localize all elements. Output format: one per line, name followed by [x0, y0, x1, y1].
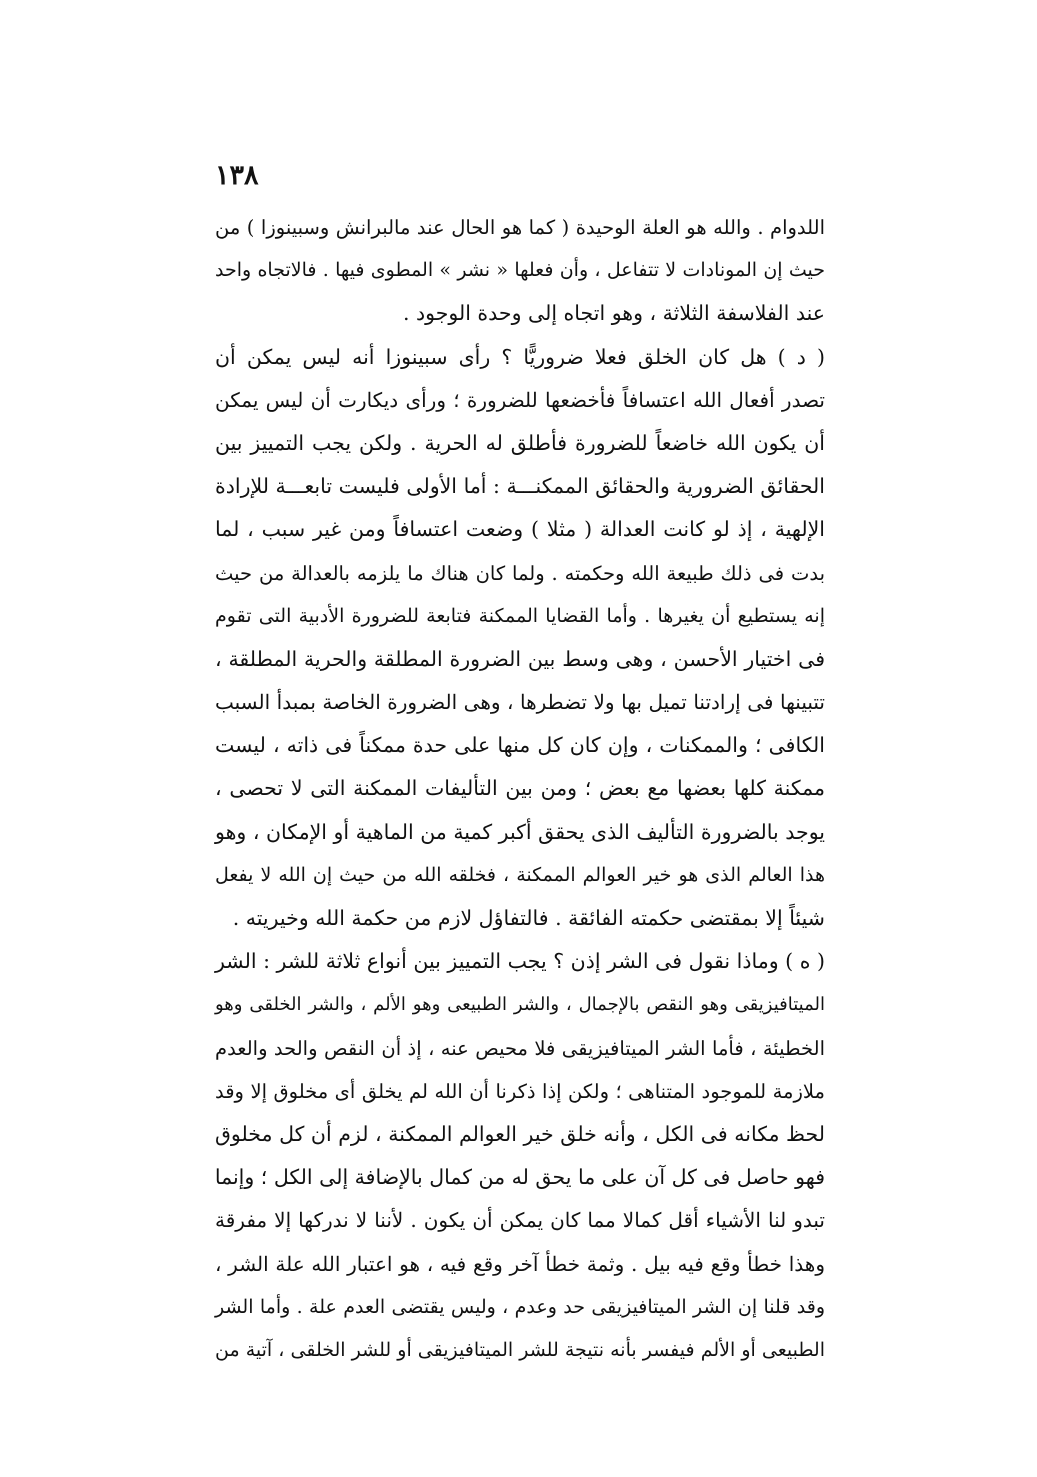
page-number: ١٣٨ — [215, 160, 259, 191]
text-line: فهو حاصل فى كل آن على ما يحق له من كمال بالإضافة إلى الكل ؛ وإنما — [214, 1165, 825, 1190]
text-line: بدت فى ذلك طبيعة الله وحكمته . ولما كان هناك ما يلزمه بالعدالة من حيث — [215, 561, 825, 585]
text-line: هذا العالم الذى هو خير العوالم الممكنة ، فخلقه الله من حيث إن الله لا يفعل — [215, 863, 825, 886]
text-line: عند الفلاسفة الثلاثة ، وهو اتجاه إلى وحدة الوجود . — [402, 301, 825, 326]
text-line: ( د ) هل كان الخلق فعلا ضروريًّا ؟ رأى سبينوزا أنه ليس يمكن أن — [215, 344, 825, 369]
text-line: الميتافيزيقى وهو النقص بالإجمال ، والشر الطبيعى وهو الألم ، والشر الخلقى وهو — [215, 994, 825, 1016]
text-line: حيث إن المونادات لا تتفاعل ، وأن فعلها « نشر » المطوى فيها . فالاتجاه واحد — [215, 259, 825, 282]
text-line: لحظ مكانه فى الكل ، وأنه خلق خير العوالم الممكنة ، لزم أن كل مخلوق — [215, 1121, 825, 1146]
text-line: الكافى ؛ والممكنات ، وإن كان كل منها على حدة ممكناً فى ذاته ، ليست — [215, 733, 825, 758]
text-line: إنه يستطيع أن يغيرها . وأما القضايا الممكنة فتابعة للضرورة الأدبية التى تقوم — [215, 604, 825, 627]
text-line: تتبينها فى إرادتنا تميل بها ولا تضطرها ، وهى الضرورة الخاصة بمبدأ السبب — [215, 690, 825, 715]
text-line: الخطيئة ، فأما الشر الميتافيزيقى فلا محيص عنه ، إذ أن النقص والحد والعدم — [215, 1036, 825, 1060]
text-line: ( ه ) وماذا نقول فى الشر إذن ؟ يجب التمييز بين أنواع ثلاثة للشر : الشر — [215, 949, 825, 974]
text-line: اللدوام . والله هو العلة الوحيدة ( كما هو الحال عند مالبرانش وسبينوزا ) من — [215, 216, 825, 239]
text-line: تصدر أفعال الله اعتسافاً فأخضعها للضرورة ؛ ورأى ديكارت أن ليس يمكن — [215, 387, 825, 412]
text-line: الإلهية ، إذ لو كانت العدالة ( مثلا ) وضعت اعتسافاً ومن غير سبب ، لما — [215, 517, 825, 542]
body-text — [215, 206, 825, 1372]
text-line: ملازمة للموجود المتناهى ؛ ولكن إذا ذكرنا أن الله لم يخلق أى مخلوق إلا وقد — [215, 1079, 825, 1103]
text-line: وقد قلنا إن الشر الميتافيزيقى حد وعدم ، وليس يقتضى العدم علة . وأما الشر — [215, 1295, 825, 1318]
text-line: الحقائق الضرورية والحقائق الممكنـــة : أما الأولى فليست تابعـــة للإرادة — [215, 474, 825, 499]
text-line: فى اختيار الأحسن ، وهى وسط بين الضرورة المطلقة والحرية المطلقة ، — [215, 646, 825, 671]
text-line: أن يكون الله خاضعاً للضرورة فأطلق له الحرية . ولكن يجب التمييز بين — [215, 430, 825, 455]
text-line: تبدو لنا الأشياء أقل كمالا مما كان يمكن أن يكون . لأننا لا ندركها إلا مفرقة — [215, 1208, 825, 1233]
text-line: يوجد بالضرورة التأليف الذى يحقق أكبر كمية من الماهية أو الإمكان ، وهو — [215, 819, 825, 844]
text-line: الطبيعى أو الألم فيفسر بأنه نتيجة للشر الميتافيزيقى أو للشر الخلقى ، آتية من — [215, 1338, 825, 1361]
text-line: شيئاً إلا بمقتضى حكمته الفائقة . فالتفاؤل لازم من حكمة الله وخيريته . — [232, 906, 825, 930]
text-line: وهذا خطأ وقع فيه بيل . وثمة خطأ آخر وقع فيه ، هو اعتبار الله علة الشر ، — [215, 1251, 825, 1276]
text-line: ممكنة كلها بعضها مع بعض ؛ ومن بين التأليفات الممكنة التى لا تحصى ، — [215, 776, 825, 801]
